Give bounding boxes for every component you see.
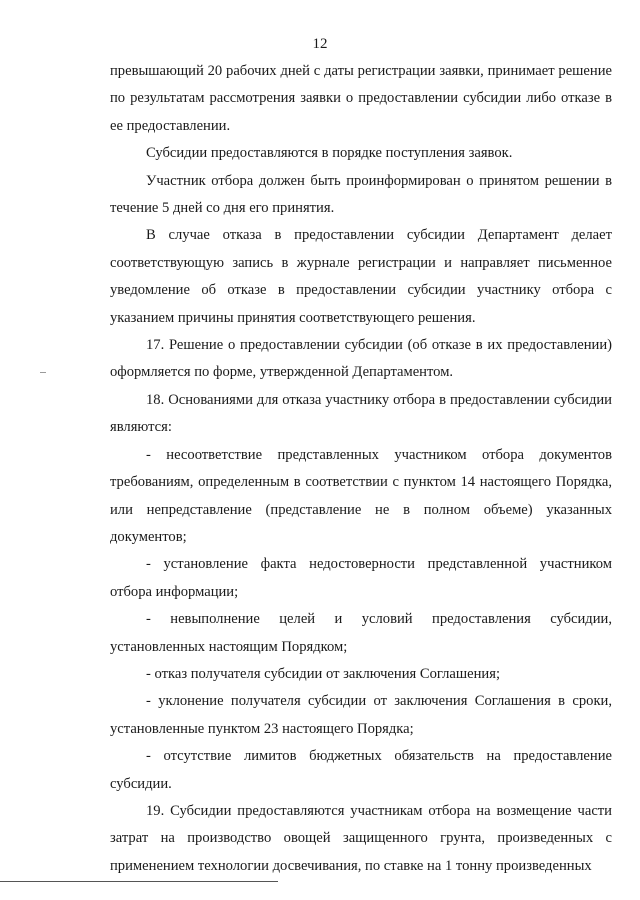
list-item-nonconformity: - несоответствие представленных участником отбора документов требованиям, определенным в соответствии с пунктом 14 настоящего Порядка, или непредставление (представление не в полном объеме) указанных документов; bbox=[110, 446, 612, 545]
margin-mark bbox=[40, 372, 46, 373]
paragraph-19: 19. Субсидии предоставляются участникам отбора на возмещение части затрат на производство овощей защищенного грунта, произведенных с применением технологии досвечивания, по ставке на 1 тонну произведенных bbox=[110, 802, 612, 874]
footer-rule bbox=[0, 881, 278, 882]
list-item-refusal-agreement: - отказ получателя субсидии от заключения Соглашения; bbox=[146, 665, 501, 682]
list-item-evasion-agreement: - уклонение получателя субсидии от заключения Соглашения в сроки, установленные пунктом 23 настоящего Порядка; bbox=[110, 693, 612, 737]
paragraph-notification: Участник отбора должен быть проинформирован о принятом решении в течение 5 дней со дня его принятия. bbox=[110, 172, 612, 217]
list-item-false-information: - установление факта недостоверности представленной участником отбора информации; bbox=[110, 556, 612, 600]
paragraph-order-of-applications: Субсидии предоставляются в порядке поступления заявок. bbox=[146, 145, 513, 162]
list-item-non-fulfillment: - невыполнение целей и условий предоставления субсидии, установленных настоящим Порядком; bbox=[110, 611, 612, 655]
paragraph-continuation: превышающий 20 рабочих дней с даты регистрации заявки, принимает решение по результатам рассмотрения заявки о предоставлении субсидии либо отказе в ее предоставлении. bbox=[110, 63, 612, 134]
list-item-no-limits: - отсутствие лимитов бюджетных обязательств на предоставление субсидии. bbox=[110, 748, 612, 792]
paragraph-18: 18. Основаниями для отказа участнику отбора в предоставлении субсидии являются: bbox=[110, 391, 612, 436]
page-number: 12 bbox=[312, 36, 328, 52]
paragraph-refusal-record: В случае отказа в предоставлении субсидии Департамент делает соответствующую запись в журнале регистрации и направляет письменное уведомление об отказе в предоставлении субсидии участнику отбора с указанием причины принятия соответствующего решения. bbox=[110, 227, 612, 326]
paragraph-17: 17. Решение о предоставлении субсидии (об отказе в их предоставлении) оформляется по форме, утвержденной Департаментом. bbox=[110, 337, 612, 381]
document-body bbox=[110, 58, 612, 880]
